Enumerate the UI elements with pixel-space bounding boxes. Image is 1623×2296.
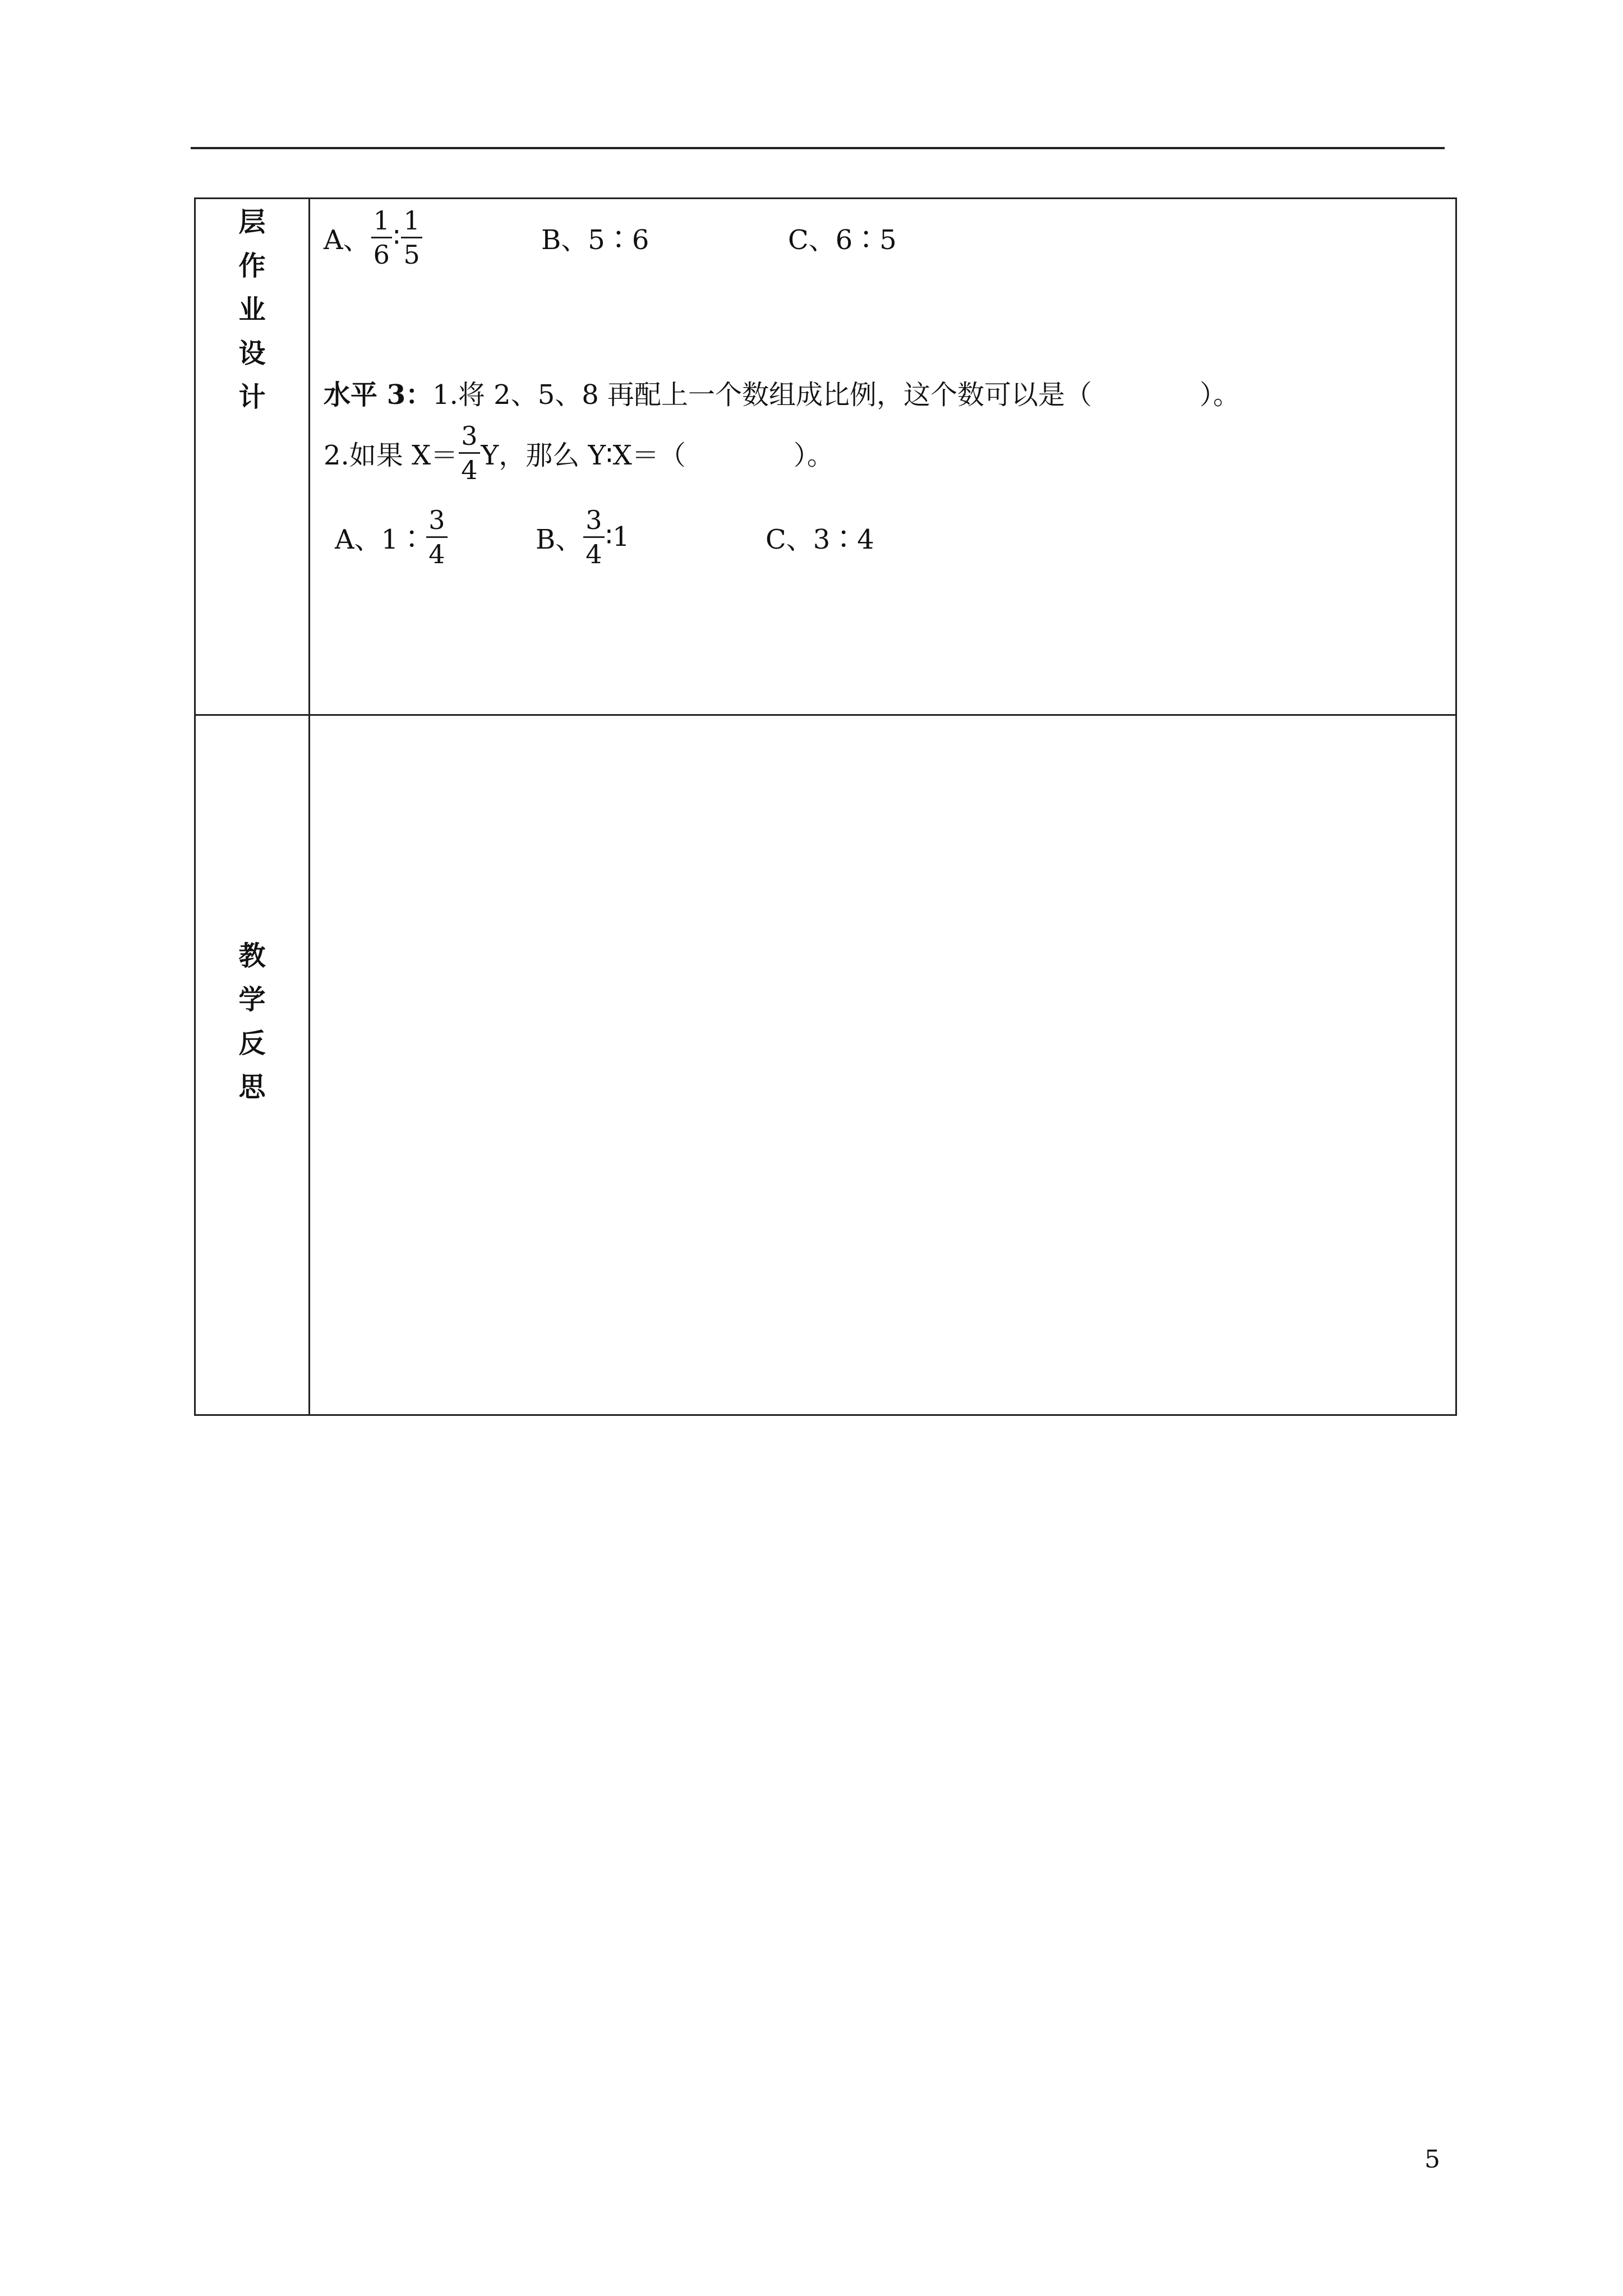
option-a: A、 $\frac{1}{6}$ ∶ $\frac{1}{5}$ <box>324 204 423 271</box>
row-divider <box>196 714 1455 716</box>
option-b: B、 $\frac{3}{4}$ ∶1 <box>536 504 630 569</box>
column-divider <box>308 199 310 1414</box>
fraction: $\frac{1}{6}$ <box>371 208 392 268</box>
option-b: B、5∶6 <box>541 224 649 256</box>
label-char: 学 <box>238 984 266 1015</box>
header-rule <box>191 147 1445 149</box>
option-c: C、6∶5 <box>788 224 897 256</box>
fraction: $\frac{1}{5}$ <box>401 208 422 268</box>
level3-title: 水平 3： <box>324 379 433 411</box>
label-char: 业 <box>238 294 266 325</box>
page-number: 5 <box>1424 2145 1440 2174</box>
previous-question-options <box>324 204 897 271</box>
label-char: 设 <box>238 338 266 369</box>
option-c: C、3∶4 <box>766 523 874 555</box>
question-text: 1.将 2、5、8 再配上一个数组成比例，这个数可以是（ ）。 <box>432 379 1241 411</box>
label-char: 层 <box>238 206 266 238</box>
fraction: $\frac{3}{4}$ <box>459 423 479 483</box>
label-char: 作 <box>238 250 266 282</box>
label-char: 思 <box>238 1071 266 1103</box>
label-char: 反 <box>238 1028 266 1059</box>
label-char: 计 <box>238 381 266 413</box>
label-char: 教 <box>238 940 266 972</box>
homework-table <box>194 197 1457 1416</box>
level3-question-2: 2.如果 X＝ $\frac{3}{4}$ Y，那么 Y∶X＝（ ）。 <box>324 420 834 485</box>
option-a: A、1∶ $\frac{3}{4}$ <box>335 503 449 570</box>
fraction: $\frac{3}{4}$ <box>426 507 447 567</box>
layered-homework-label <box>196 200 308 419</box>
level3-question-2-options <box>335 503 896 570</box>
fraction: $\frac{3}{4}$ <box>583 507 604 567</box>
teaching-reflection-label <box>196 934 308 1109</box>
level3-question-1 <box>324 373 1240 412</box>
